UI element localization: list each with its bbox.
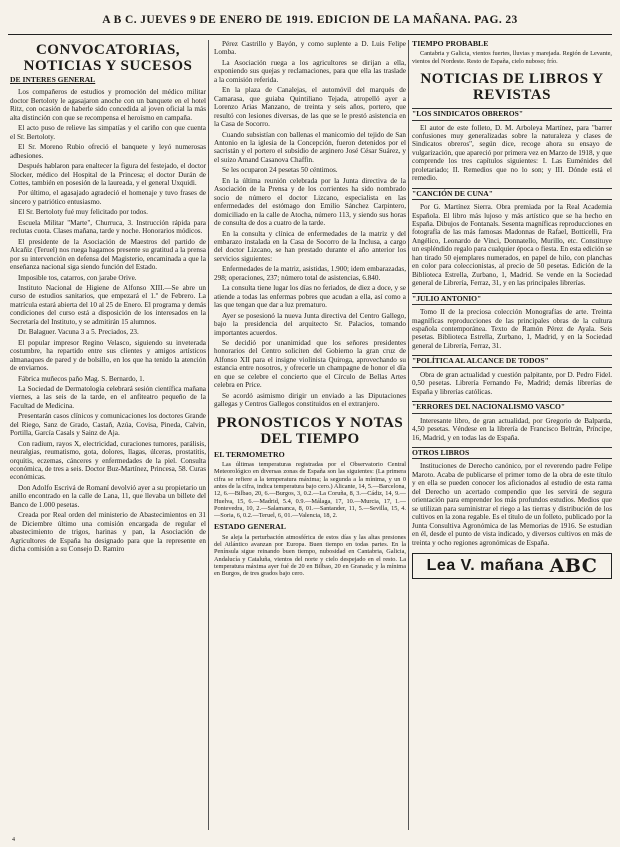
column-rule xyxy=(408,40,409,830)
news-paragraph: Cuando subsistían con ballenas el manicomio del tejido de San Antonio en la iglesia de la Concepción, fueron detenidos por el sacristán y el portero el subsidio de arginero José César Suárez, y el suizo Amand Casanova Chaffin. xyxy=(214,130,406,164)
book-review: Interesante libro, de gran actualidad, por Gregorio de Balparda, 4,50 pesetas. Véndese en la librería de Francisco Beltrán, Príncipe, 16, Madrid, y en todas las de España. xyxy=(412,416,612,442)
column-1-body xyxy=(10,88,206,553)
news-paragraph: Creada por Real orden del ministerio de Abastecimientos en 31 de Diciembre último una comisión encargada de regular el abastecimiento de trigos, harinas y pan, la Asociación de Agricultores de España ha designado para que la represente en dicha comisión a su Consejo D. Ramiro xyxy=(10,511,206,554)
news-paragraph: Enfermedades de la matriz, asistidas, 1.900; idem embarazadas, 298; operaciones, 237; número total de asistencias, 6.840. xyxy=(214,265,406,282)
tiempo-text: Cantabria y Galicia, vientos fuertes, lluvias y marejada. Región de Levante, vientos del Nordeste. Resto de España, cielo nuboso; frío. xyxy=(412,50,612,65)
tiempo-heading: TIEMPO PROBABLE xyxy=(412,40,489,48)
column-2 xyxy=(214,40,406,836)
section-subheading: DE INTERES GENERAL xyxy=(10,75,96,84)
book-title: "POLÍTICA AL ALCANCE DE TODOS" xyxy=(412,355,612,367)
news-paragraph: Los compañeros de estudios y promoción del médico militar doctor Bertoloty le agasajaron anoche con un banquete en el hotel Ritz, con ocasión de haberle sido concedida al joven oficial la más alta distinción con que se recompensa el heroísmo en campaña. xyxy=(10,88,206,122)
news-paragraph: Fábrica muñecos paño Mag. S. Bernardo, 1. xyxy=(18,374,145,383)
book-review: Obra de gran actualidad y cuestión palpitante, por D. Pedro Fidel. 0,50 pesetas. Librería Fernando Fe, Madrid; demás librerías de España y librerías católicas. xyxy=(412,370,612,396)
book-review: Tomo II de la preciosa colección Monografías de arte. Treinta magníficas reproducciones de las principales obras de la cultura española contemporánea. Texto de Ramón Pérez de Ayala. Seis pesetas. Biblioteca Estrella, Zurbano, 1, Madrid, y en la Sociedad general de Librería, Ferraz, 31. xyxy=(412,308,612,350)
news-paragraph: Se decidió por unanimidad que los señores presidentes honorarios del Centro soliciten del Gobierno la gran cruz de Alfonso XII para el insigne violinista Quiroga, aprovechando su estancia entre nosotros, y ofrecerle un champagne de honor el día en que se celebre el concierto que el Círculo de Bellas Artes celebra en Price. xyxy=(214,338,406,390)
news-paragraph: Imposible tos, catarros, con jarabe Orive. xyxy=(18,273,137,282)
news-paragraph: Ayer se posesionó la nueva Junta directiva del Centro Gallego, bajo la presidencia del arquitecto Sr. Palacios, tomando importantes acuerdos. xyxy=(214,311,406,337)
news-paragraph: Se acordó asimismo dirigir un enviado a las Diputaciones gallegas y Centros Gallegos constituidos en el extranjero. xyxy=(214,391,406,409)
book-title: "JULIO ANTONIO" xyxy=(412,293,612,305)
news-paragraph: En la plaza de Canalejas, el automóvil del marqués de Camarasa, que guiaba Quintiliano Tejada, atropelló ayer a Lorenzo Arias Manzano, de treinta y seis años, portero, que resultó con lesiones diversas, de las que se le prestó asistencia en la Casa de Socorro. xyxy=(214,86,406,129)
column-3 xyxy=(412,40,612,836)
news-paragraph: La consulta tiene lugar los días no feriados, de diez a doce, y se atiende a todas las enfermas pobres que acudan a ella, así como a las que tengan que dar a luz prematuro. xyxy=(214,284,406,310)
news-paragraph: Pérez Castrillo y Bayón, y como suplente a D. Luis Felipe Lomba. xyxy=(214,40,406,57)
news-paragraph: El acto puso de relieve las simpatías y el cariño con que cuenta el Sr. Bertoloty. xyxy=(10,124,206,141)
news-paragraph: Por último, el agasajado agradeció el homenaje y tuvo frases de sincero y patriótico entusiasmo. xyxy=(10,189,206,206)
page-header: A B C. JUEVES 9 DE ENERO DE 1919. EDICION DE LA MAÑANA. PAG. 23 xyxy=(8,6,612,35)
column-rule xyxy=(208,40,209,830)
news-paragraph: La Asociación ruega a los agricultores se dirijan a ella, exponiendo sus quejas y reclamaciones, para que ella las traslade a la comisión referida. xyxy=(214,58,406,84)
news-paragraph: Con radium, rayos X, electricidad, curaciones tumores, parálisis, neuralgias, reumatismo, gota, dolores, llagas, úlceras, prostatitis, orquitis, eczemas, cánceres y enfermedades de la piel. Consulta económica, de tres a seis. Doctor Buz-Martínez, Princesa, 58. Curas económicas. xyxy=(10,439,206,482)
news-paragraph: Después hablaron para enaltecer la figura del festejado, el doctor Slocker, médico del Hospital de la Princesa; el doctor Durán de Cottes, también en posesión de la laureada, y el general Uxquidi. xyxy=(10,162,206,187)
advertisement-box xyxy=(412,553,612,579)
column-3-body xyxy=(412,108,612,547)
column-2-body xyxy=(214,40,406,409)
news-paragraph: El popular impresor Regino Velasco, siguiendo su inveterada costumbre, ha repartido entre sus clientes y amigos artísticos almanaques de pared y de bolsillo, en los que ha tenido la atención de enviarnos. xyxy=(10,338,206,373)
book-title: OTROS LIBROS xyxy=(412,447,612,459)
news-paragraph: Escuela Militar "Marte", Churruca, 3. Instrucción rápida para reclutas cuota. Clases mañana, tarde y noche. Honorarios módicos. xyxy=(10,218,206,236)
book-title: "CANCIÓN DE CUNA" xyxy=(412,188,612,200)
news-paragraph: El Sr. Moreno Rubio ofreció el banquete y leyó numerosas adhesiones. xyxy=(10,143,206,160)
thermo-heading: EL TERMOMETRO xyxy=(214,449,285,459)
news-paragraph: El Sr. Bertoloty fué muy felicitado por todos. xyxy=(18,208,148,217)
section-heading-libros: NOTICIAS DE LIBROS Y REVISTAS xyxy=(420,71,604,104)
news-paragraph: El presidente de la Asociación de Maestros del partido de Alcañiz (Teruel) nos ruega hagamos presente su gratitud a la prensa por su intervención en defensa del Magisterio, encaminada a que la enseñanza nacional siga siendo función del Estado. xyxy=(10,237,206,272)
book-title: "ERRORES DEL NACIONALISMO VASCO" xyxy=(412,401,612,413)
news-paragraph: Se les ocuparon 24 pesetas 50 céntimos. xyxy=(222,166,338,175)
news-paragraph: En la última reunión celebrada por la Junta directiva de la Asociación de la Prensa y de los corrientes ha sido nombrado socio de número el doctor Lizcano, especialista en las enfermedades del estómago don Emilio Sánchez Carpintero, domiciliado en la calle de Atocha, número 113, y siendo sus horas de consulta de dos a cuatro de la tarde. xyxy=(214,176,406,228)
news-paragraph: Don Adolfo Escrivá de Romaní devolvió ayer a su propietario un anillo encontrado en la calle de Lana, 11, que llevaba un billete del Banco de 1.000 pesetas. xyxy=(10,483,206,509)
news-paragraph: Dr. Balaguer. Vacuna 3 a 5. Preciados, 23. xyxy=(18,328,139,337)
section-heading-convocatorias: CONVOCATORIAS, NOTICIAS Y SUCESOS xyxy=(23,42,193,74)
column-1 xyxy=(10,40,206,836)
news-paragraph: La Sociedad de Dermatología celebrará sesión científica mañana viernes, a las seis de la tarde, en el anfiteatro pequeño de la Facultad de Medicina. xyxy=(10,384,206,410)
page-footer-mark: 4 xyxy=(12,837,15,843)
news-paragraph: En la consulta y clínica de enfermedades de la matriz y del embarazo instalada en la Casa de Socorro de la Inclusa, a cargo del doctor Lizcano, se han prestado durante el año anterior los servicios siguientes: xyxy=(214,229,406,263)
book-review: Instituciones de Derecho canónico, por el reverendo padre Felipe Maroto. Acaba de publicarse el primer tomo de la obra de este título y en ella se pueden conocer los aficionados al estudio de esta rama del Derecho un acertado compendio que les servirá de segura orientación para emprender los más profundos estudios. Medios que se utilizan para suministrar el riego a las tierras y distribución de los cultivos en la zona regable. Es el título de un folleto, publicado por la Junta Consultiva Agronómica de las Memorias de 1916. Se estudian en él, desde el punto de vista indicado, y diversos cultivos en más de treinta y ocho regiones agronómicas de España. xyxy=(412,462,612,547)
estado-text: Se aleja la perturbación atmosférica de estos días y las altas presiones del Atlántico avanzan por Europa. Buen tiempo en todas partes. En la Península sigue reinando buen tiempo, nubosidad en Cantabria, Galicia, Andalucía y Cataluña, vientos del norte y cielo despejado en el resto. La temperatura máxima ayer fué de 20 en Bilbao, 20 en Granada; y la mínima en Burgos, de tres grados bajo cero. xyxy=(214,533,406,578)
book-review: El autor de este folleto, D. M. Arboleya Martínez, para "barrer confusiones muy generalizadas sobre la naturaleza y clases de Sindicatos obreros", según dice, recoge ahora su ensayo de vulgarización, que apareció por primera vez en Marzo de 1918, y que comprende los tres capítulos siguientes: I. Las Euménides del proletariado; II. Remedios que no lo son; y III. Dónde está el remedio. xyxy=(412,123,612,183)
ad-logo: ABC xyxy=(549,554,598,577)
news-paragraph: Presentarán casos clínicos y comunicaciones los doctores Grande del Riego, Sanz de Grado, Castañ, Azúa, Covisa, Pineda, Calvin, Portilla, García Casals y Sainz de Aja. xyxy=(10,412,206,438)
estado-heading: ESTADO GENERAL xyxy=(214,522,286,532)
section-heading-pronosticos: PRONOSTICOS Y NOTAS DEL TIEMPO xyxy=(216,414,404,447)
ad-text: Lea V. mañana xyxy=(426,556,544,574)
book-title: "LOS SINDICATOS OBREROS" xyxy=(412,108,612,120)
book-review: Por G. Martínez Sierra. Obra premiada por la Real Academia Española. El libro más lujoso y más artístico que se ha hecho en España. Dibujos de Fontanals. Sesenta magníficas reproducciones en fotografía de las más famosas Madonnas de Rafael, Botticelli, Fra Angélico, Leonardo de Vinci, Donnatello, Murillo, etc. Constituye un espléndido regalo para cualquier época o fiesta. En esta edición se han tirado 50 ejemplares numerados, en papel de hilo, con planchas en color para coleccionistas, al precio de 50 pesetas. Edición de la Biblioteca Estrella, Zurbano, 1, Madrid. Se vende en la Sociedad general de Librería, Ferraz, 31, y en las principales librerías. xyxy=(412,203,612,288)
thermo-text: Las últimas temperaturas registradas por el Observatorio Central Meteorológico en diversas zonas de España son las siguientes: (La primera cifra se refiere a la temperatura máxima; la segunda a la mínima, y un 0 antes de la cifra, indica temperatura bajo cero.) Alicante, 14, 5.—Barcelona, 12, 6.—Bilbao, 20, 6.—Burgos, 3, 0.2.—La Coruña, 8, 3.—Cádiz, 14, 9.—Huelva, 15, 6.—Madrid, 5.4, 0.9.—Málaga, 17, 10.—Murcia, 17, 1.—Pontevedra, 10, 2.—Salamanca, 8, 01.—Santander, 11, 5.—Sevilla, 15, 4.—Soria, 6, 0.2.—Teruel, 6, 01.—Valencia, 18, 2. xyxy=(214,461,406,520)
news-paragraph: Instituto Nacional de Higiene de Alfonso XIII.—Se abre un curso de estudios sanitarios, que empezará el 1.º de Febrero. La matrícula estará abierta del 10 al 25 de Enero. El programa y demás condiciones del curso está a disposición de los interesados en la Secretaría del Instituto, y se admitirán 15 alumnos. xyxy=(10,283,206,326)
